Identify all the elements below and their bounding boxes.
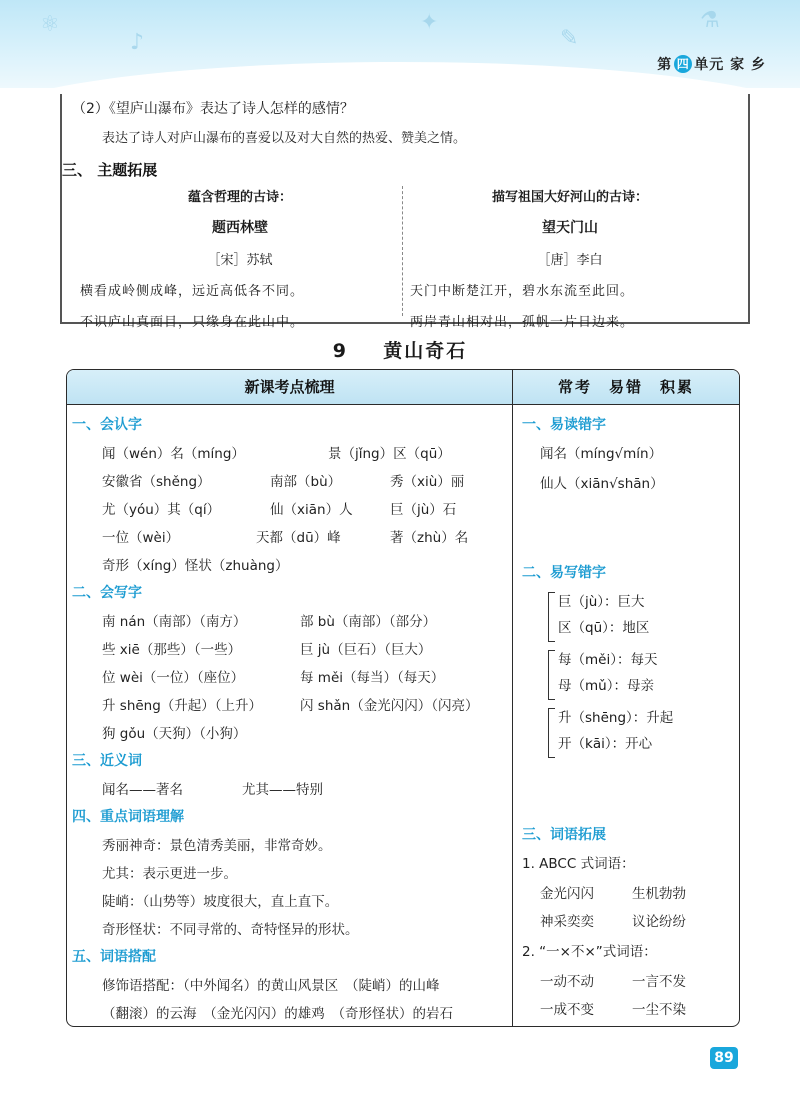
list-item: 尤其：表示更进一步。: [102, 866, 237, 882]
list-item: 1. ABCC 式词语：: [522, 856, 635, 872]
poem-right-line: 两岸青山相对出，孤帆一片日边来。: [410, 315, 635, 330]
star-doodle-icon: ✦: [420, 10, 439, 35]
unit-number-badge: 四: [674, 55, 692, 73]
section-theme-extension: 三、 主题拓展: [62, 161, 158, 179]
unit-prefix: 第: [657, 57, 673, 73]
unit-suffix: 单元 家 乡: [694, 57, 766, 73]
poem-right-head: 描写祖国大好河山的古诗：: [491, 190, 648, 205]
poem-left-line: 横看成岭侧成峰，远近高低各不同。: [80, 284, 305, 299]
pinyin-item: 景（jǐng）区（qū）: [328, 446, 451, 462]
synonym-item: 尤其——特别: [242, 782, 323, 798]
poem-left-head: 蕴含哲理的古诗：: [187, 190, 292, 205]
pinyin-item: 巨（jù）石: [390, 502, 457, 518]
poem-right-line: 天门中断楚江开，碧水东流至此回。: [410, 284, 635, 299]
write-char-item: 每 měi（每当）（每天）: [300, 670, 445, 686]
poem-right-title: 望天门山: [542, 220, 598, 236]
pinyin-item: 奇形（xíng）怪状（zhuàng）: [102, 558, 289, 574]
pair-item: 每（měi）：每天: [558, 652, 658, 668]
answer-line: 表达了诗人对庐山瀑布的喜爱以及对大自然的热爱、赞美之情。: [102, 131, 467, 146]
write-char-item: 南 nán（南部）（南方）: [102, 614, 247, 630]
pinyin-item: 著（zhù）名: [390, 530, 469, 546]
list-item: 2. “一×不×”式词语：: [522, 944, 657, 960]
pinyin-item: 仙（xiān）人: [270, 502, 353, 518]
section-word-extension: 三、词语拓展: [522, 827, 606, 843]
list-item: 闻名（míng√mín）: [540, 446, 663, 462]
poem-left: [80, 186, 400, 330]
section-synonyms: 三、近义词: [72, 753, 142, 769]
pinyin-item: 秀（xiù）丽: [390, 474, 465, 490]
word-item: 一成不变: [540, 1002, 594, 1018]
pinyin-item: 尤（yóu）其（qí）: [102, 502, 221, 518]
section-easy-miswrite: 二、易写错字: [522, 565, 606, 581]
write-char-item: 部 bù（南部）（部分）: [300, 614, 437, 630]
poem-right: [410, 186, 730, 330]
pair-item: 巨（jù）：巨大: [558, 594, 645, 610]
list-item: 秀丽神奇：景色清秀美丽，非常奇妙。: [102, 838, 332, 854]
write-char-item: 狗 gǒu（天狗）（小狗）: [102, 726, 247, 742]
section-word-pairing: 五、词语搭配: [72, 949, 156, 965]
atom-doodle-icon: ⚛: [40, 12, 60, 37]
poem-right-author: ［唐］李白: [537, 253, 603, 268]
pinyin-item: 一位（wèi）: [102, 530, 180, 546]
question-line: （2）《望庐山瀑布》表达了诗人怎样的感情？: [72, 101, 354, 117]
pinyin-item: 安徽省（shěng）: [102, 474, 211, 490]
list-item: 陡峭：（山势等）坡度很大，直上直下。: [102, 894, 339, 910]
write-char-item: 升 shēng（升起）（上升）: [102, 698, 263, 714]
page-number: 89: [710, 1047, 738, 1069]
synonym-item: 闻名——著名: [102, 782, 183, 798]
lesson-number: 9: [332, 340, 348, 362]
pair-item: 开（kāi）：开心: [558, 736, 653, 752]
write-char-item: 些 xiē（那些）（一些）: [102, 642, 242, 658]
brace-icon: [548, 592, 555, 642]
word-item: 金光闪闪: [540, 886, 594, 902]
word-item: 神采奕奕: [540, 914, 594, 930]
list-item: （翻滚）的云海 （金光闪闪）的雄鸡 （奇形怪状）的岩石: [102, 1006, 453, 1022]
poem-divider: [402, 186, 403, 316]
flask-doodle-icon: ⚗: [700, 8, 720, 33]
table-column-divider: [512, 404, 513, 1026]
word-item: 议论纷纷: [632, 914, 686, 930]
pinyin-item: 闻（wén）名（míng）: [102, 446, 245, 462]
lesson-title: [0, 336, 800, 363]
pinyin-item: 南部（bù）: [270, 474, 342, 490]
section-recognize-chars: 一、会认字: [72, 417, 142, 433]
section-easy-misread: 一、易读错字: [522, 417, 606, 433]
word-item: 一言不发: [632, 974, 686, 990]
poem-left-author: ［宋］苏轼: [207, 253, 273, 268]
list-item: 奇形怪状：不同寻常的、奇特怪异的形状。: [102, 922, 359, 938]
brace-icon: [548, 650, 555, 700]
write-char-item: 闪 shǎn（金光闪闪）（闪亮）: [300, 698, 479, 714]
pinyin-item: 天都（dū）峰: [256, 530, 341, 546]
section-key-words: 四、重点词语理解: [72, 809, 184, 825]
poem-left-title: 题西林壁: [212, 220, 268, 236]
unit-label: [657, 54, 766, 74]
table-header-left: 新课考点梳理: [67, 370, 513, 405]
table-header-right: 常考 易错 积累: [513, 370, 739, 405]
pair-item: 母（mǔ）：母亲: [558, 678, 654, 694]
list-item: 仙人（xiān√shān）: [540, 476, 664, 492]
pair-item: 升（shēng）：升起: [558, 710, 674, 726]
write-char-item: 位 wèi（一位）（座位）: [102, 670, 245, 686]
brace-icon: [548, 708, 555, 758]
lesson-name: 黄山奇石: [383, 340, 468, 362]
word-item: 一尘不染: [632, 1002, 686, 1018]
pencil-doodle-icon: ✎: [560, 26, 579, 51]
section-write-chars: 二、会写字: [72, 585, 142, 601]
word-item: 生机勃勃: [632, 886, 686, 902]
list-item: 修饰语搭配：（中外闻名）的黄山风景区 （陡峭）的山峰: [102, 978, 440, 994]
word-item: 一动不动: [540, 974, 594, 990]
pair-item: 区（qū）：地区: [558, 620, 650, 636]
poem-left-line: 不识庐山真面目，只缘身在此山中。: [80, 315, 305, 330]
music-note-doodle-icon: ♪: [130, 30, 145, 55]
write-char-item: 巨 jù（巨石）（巨大）: [300, 642, 432, 658]
